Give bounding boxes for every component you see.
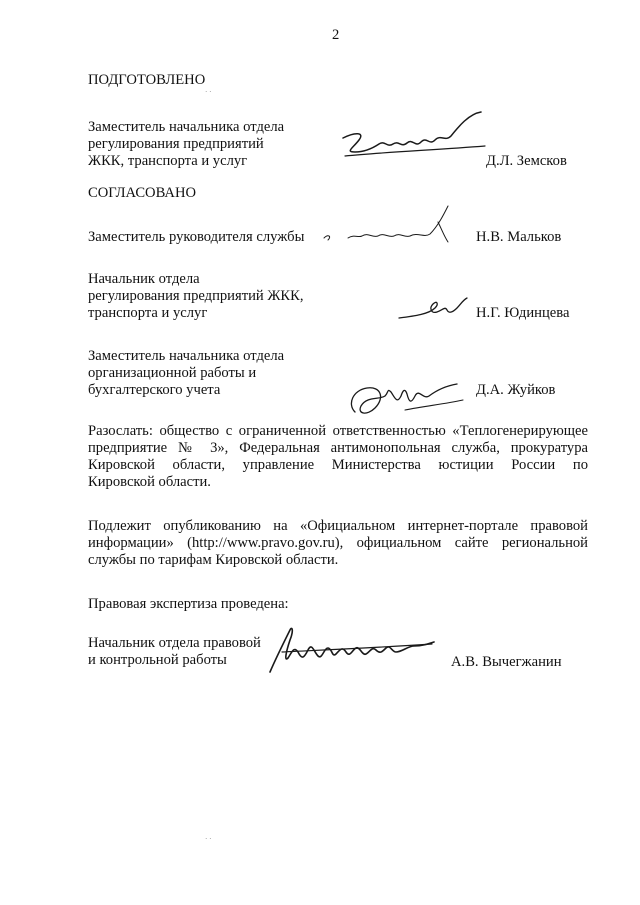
paragraph-line: Кировской области. [88,474,211,490]
position-line: Заместитель начальника отдела [88,348,285,364]
agreed-heading: СОГЛАСОВАНО [88,185,197,201]
signature-vychegzhanin [262,622,442,678]
paragraph-line: службы по тарифам Кировской области. [88,552,339,568]
scan-speck: · · [205,88,212,96]
legal-review-name: А.В. Вычегжанин [451,654,562,670]
prepared-position [88,119,284,170]
paragraph-line: Кировской области, управление Министерства юстиции России по [88,457,588,473]
paragraph-line: предприятие № 3», Федеральная антимонопольная служба, прокуратура [88,440,588,456]
signer-position: Заместитель руководителя службы [88,229,305,245]
distribution-paragraph [88,423,588,491]
signer-position [88,271,304,322]
position-line: и контрольной работы [88,652,227,668]
position-line: регулирования предприятий [88,136,264,152]
position-line: организационной работы и [88,365,257,381]
signature-malkov [318,202,478,252]
signature-yudintseva [395,290,475,326]
legal-review-heading: Правовая экспертиза проведена: [88,596,289,612]
signer-position [88,348,284,399]
position-line: транспорта и услуг [88,305,208,321]
paragraph-line: Разослать: общество с ограниченной ответственностью «Теплогенерирующее [88,423,588,439]
position-line: ЖКК, транспорта и услуг [88,153,248,169]
signature-zhuikov [345,374,470,424]
position-line: бухгалтерского учета [88,382,221,398]
paragraph-line: информации» (http://www.pravo.gov.ru), официальном сайте региональной [88,535,588,551]
prepared-name: Д.Л. Земсков [486,153,567,169]
position-line: Начальник отдела [88,271,200,287]
signer-name: Н.Г. Юдинцева [476,305,570,321]
position-line: Начальник отдела правовой [88,635,261,651]
signer-name: Д.А. Жуйков [476,382,556,398]
position-line: регулирования предприятий ЖКК, [88,288,304,304]
page-number: 2 [332,27,340,43]
scan-speck: · · [205,835,212,843]
legal-review-position [88,635,261,669]
paragraph-line: Подлежит опубликованию на «Официальном интернет-портале правовой [88,518,588,534]
signature-zemskov [335,108,495,168]
publication-paragraph [88,518,588,569]
signer-name: Н.В. Мальков [476,229,562,245]
prepared-heading: ПОДГОТОВЛЕНО [88,72,206,88]
position-line: Заместитель начальника отдела [88,119,285,135]
